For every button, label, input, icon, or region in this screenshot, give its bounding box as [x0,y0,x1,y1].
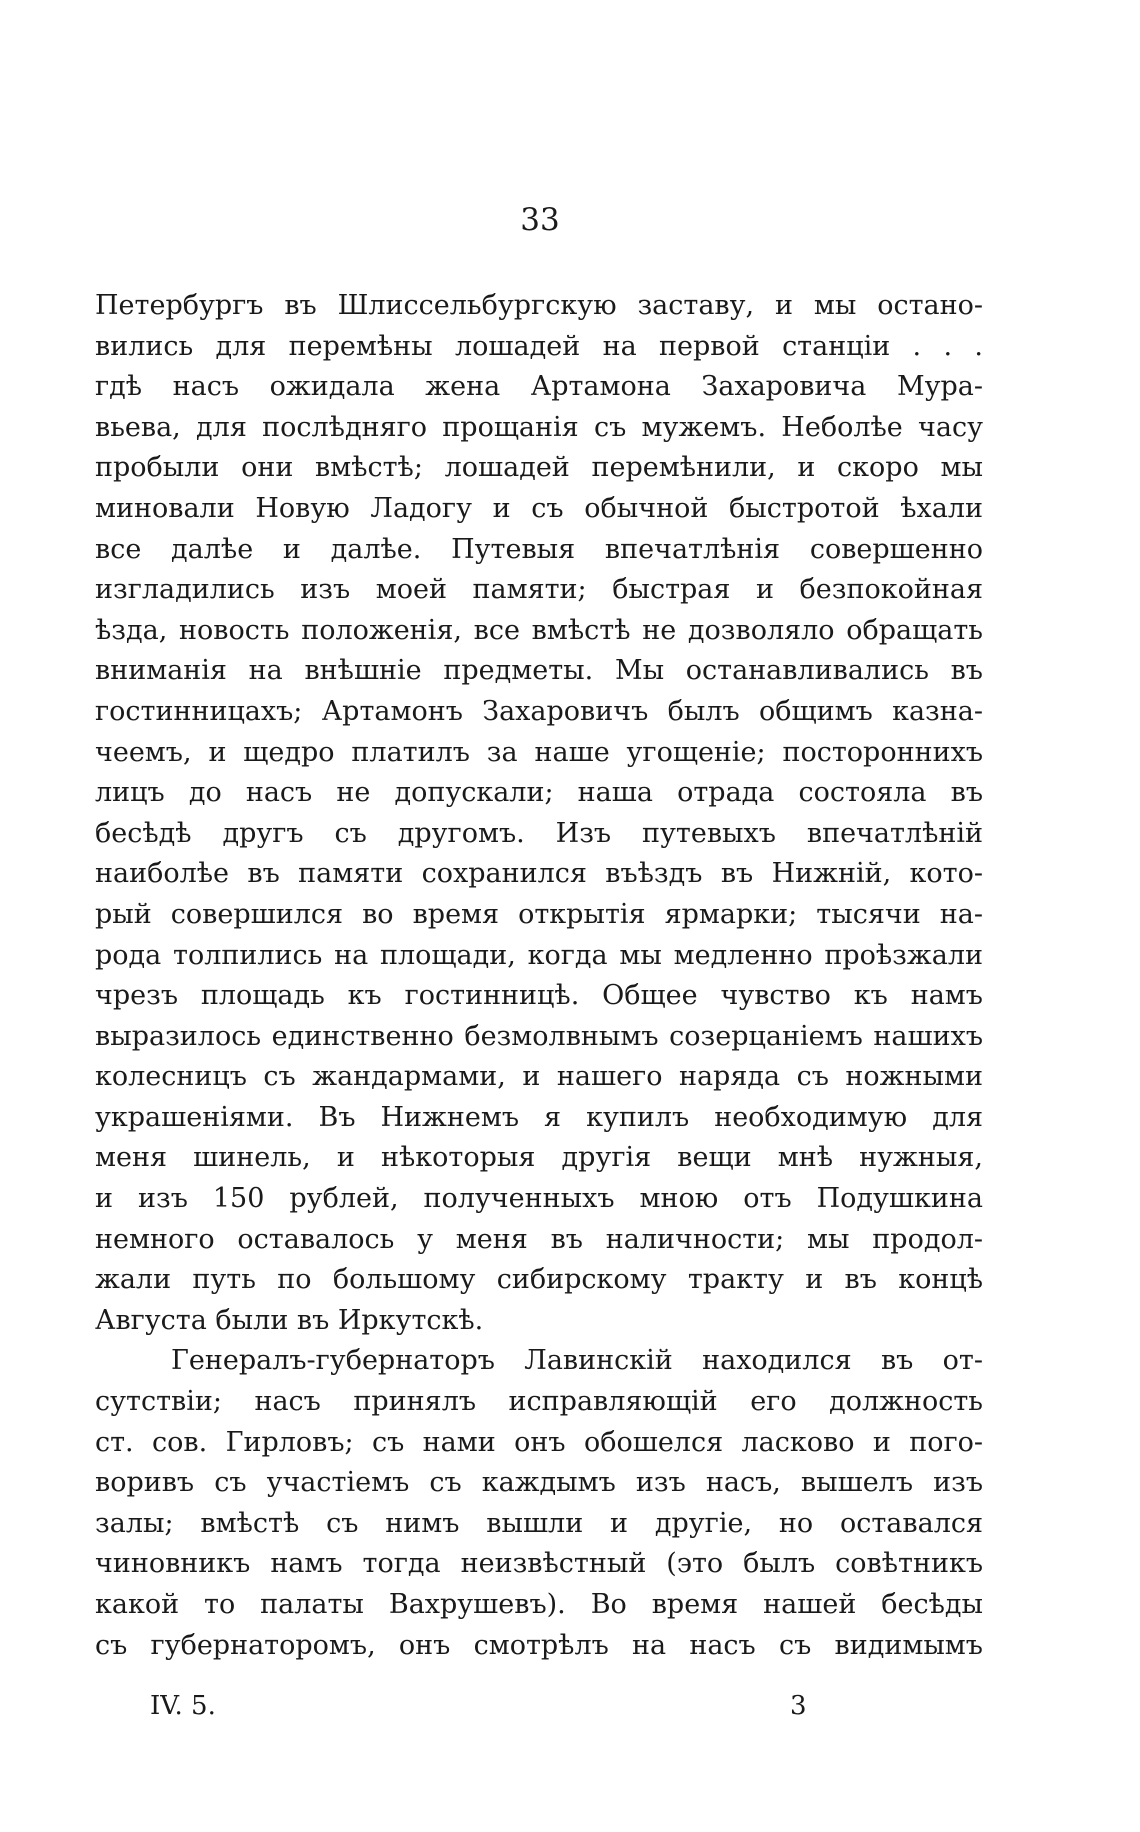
text-line: воривъ съ участіемъ съ каждымъ изъ насъ, вышелъ изъ [95,1467,983,1499]
text-line: ѣзда, новость положенія, все вмѣстѣ не дозволяло обращать [95,614,983,646]
text-line: миновали Новую Ладогу и съ обычной быстротой ѣхали [95,492,983,524]
sheet-number: 3 [790,1691,807,1721]
paragraph [95,1341,983,1666]
text-line: Генералъ-губернаторъ Лавинскій находился въ от- [171,1345,983,1377]
text-line: чиновникъ намъ тогда неизвѣстный (это былъ совѣтникъ [95,1548,983,1580]
text-line: вниманія на внѣшніе предметы. Мы останавливались въ [95,655,983,687]
text-line: меня шинель, и нѣкоторыя другія вещи мнѣ нужныя, [95,1142,983,1174]
text-line: бесѣдѣ другъ съ другомъ. Изъ путевыхъ впечатлѣній [95,817,983,849]
page-number: 33 [520,202,560,238]
paragraph [95,286,983,1341]
text-line: сутствіи; насъ принялъ исправляющій его должность [95,1386,983,1418]
page-footer [150,1686,810,1726]
text-line: вились для перемѣны лошадей на первой станціи . . . [95,330,983,362]
text-line: Августа были въ Иркутскѣ. [95,1304,484,1336]
signature-mark: IV. 5. [150,1691,216,1721]
text-line: выразилось единственно безмолвнымъ созерцаніемъ нашихъ [95,1020,983,1052]
text-line: съ губернаторомъ, онъ смотрѣлъ на насъ съ видимымъ [95,1629,983,1661]
text-line: жали путь по большому сибирскому тракту и въ концѣ [95,1264,983,1296]
text-line: и изъ 150 рублей, полученныхъ мною отъ Подушкина [95,1183,983,1215]
text-line: какой то палаты Вахрушевъ). Во время нашей бесѣды [95,1589,983,1620]
text-line: чеемъ, и щедро платилъ за наше угощеніе; постороннихъ [95,736,983,768]
text-line: гдѣ насъ ожидала жена Артамона Захаровича Мура- [95,371,983,403]
text-line: чрезъ площадь къ гостинницѣ. Общее чувство къ намъ [95,980,983,1012]
text-line: ст. сов. Гирловъ; съ нами онъ обошелся ласково и пого- [95,1426,983,1458]
text-line: колесницъ съ жандармами, и нашего наряда съ ножными [95,1061,983,1093]
text-line: изгладились изъ моей памяти; быстрая и безпокойная [95,574,983,606]
text-line: лицъ до насъ не допускали; наша отрада состояла въ [95,777,983,809]
text-line: залы; вмѣстѣ съ нимъ вышли и другіе, но оставался [95,1507,983,1539]
text-line: пробыли они вмѣстѣ; лошадей перемѣнили, и скоро мы [95,452,983,484]
text-line: немного оставалось у меня въ наличности; мы продол- [95,1223,983,1255]
text-line: украшеніями. Въ Нижнемъ я купилъ необходимую для [95,1101,983,1133]
body-text [95,286,983,1666]
text-line: вьева, для послѣдняго прощанія съ мужемъ. Неболѣе часу [95,411,983,443]
text-line: рода толпились на площади, когда мы медленно проѣзжали [95,939,983,971]
text-line: гостинницахъ; Артамонъ Захаровичъ былъ общимъ казна- [95,695,983,727]
text-line: Петербургъ въ Шлиссельбургскую заставу, и мы остано- [95,290,983,321]
text-line: рый совершился во время открытія ярмарки; тысячи на- [95,898,983,930]
text-line: все далѣе и далѣе. Путевыя впечатлѣнія совершенно [95,533,983,565]
text-line: наиболѣе въ памяти сохранился въѣздъ въ Нижній, кото- [95,858,983,890]
